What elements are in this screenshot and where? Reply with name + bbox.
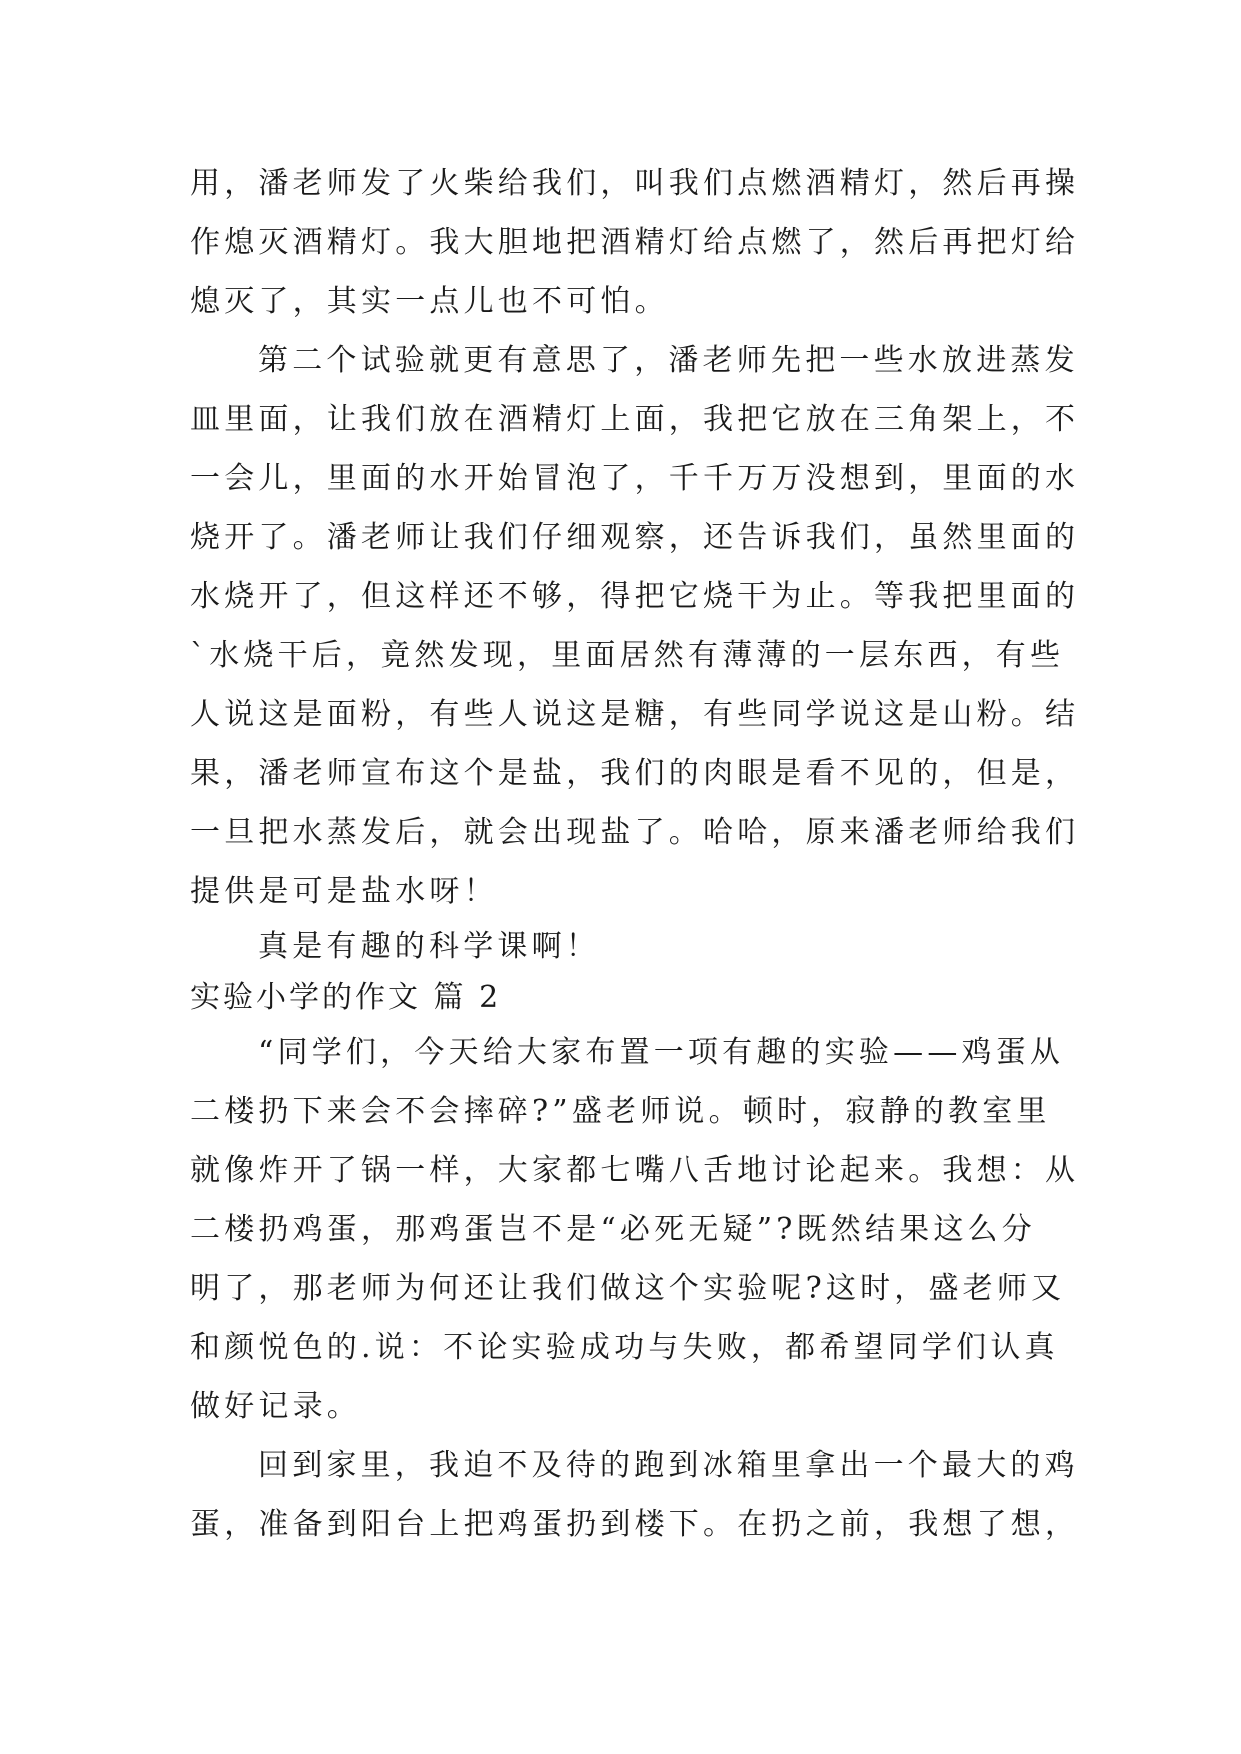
paragraph-start-line: 第二个试验就更有意思了，潘老师先把一些水放进蒸发 [258,343,1079,378]
text-line: 皿里面，让我们放在酒精灯上面，我把它放在三角架上，不 [190,402,1080,437]
section-heading: 实验小学的作文 篇 2 [190,980,502,1015]
text-line: 提供是可是盐水呀！ [190,874,498,909]
text-line: 二楼扔下来会不会摔碎?”盛老师说。顿时，寂静的教室里 [190,1094,1051,1129]
text-line: 就像炸开了锅一样，大家都七嘴八舌地讨论起来。我想：从 [190,1153,1080,1188]
paragraph-start-line: “同学们，今天给大家布置一项有趣的实验——鸡蛋从 [258,1035,1065,1070]
text-line: 熄灭了，其实一点儿也不可怕。 [190,284,669,319]
text-line: 蛋，准备到阳台上把鸡蛋扔到楼下。在扔之前，我想了想， [190,1507,1080,1542]
text-line: 一会儿，里面的水开始冒泡了，千千万万没想到，里面的水 [190,461,1080,496]
paragraph-start-line: 真是有趣的科学课啊！ [258,929,600,964]
essay-body [190,154,1080,1554]
text-line: 作熄灭酒精灯。我大胆地把酒精灯给点燃了，然后再把灯给 [190,225,1080,260]
text-line: 水烧开了，但这样还不够，得把它烧干为止。等我把里面的 [190,579,1080,614]
text-line: 明了，那老师为何还让我们做这个实验呢?这时，盛老师又 [190,1271,1066,1306]
text-line: 一旦把水蒸发后，就会出现盐了。哈哈，原来潘老师给我们 [190,815,1080,850]
paragraph-start-line: 回到家里，我迫不及待的跑到冰箱里拿出一个最大的鸡 [258,1448,1079,1483]
text-line: 用，潘老师发了火柴给我们，叫我们点燃酒精灯，然后再操 [190,166,1080,201]
text-line: `水烧干后，竟然发现，里面居然有薄薄的一层东西，有些 [190,638,1065,673]
text-line: 人说这是面粉，有些人说这是糖，有些同学说这是山粉。结 [190,697,1080,732]
text-line: 和颜悦色的.说：不论实验成功与失败，都希望同学们认真 [190,1330,1059,1365]
text-line: 二楼扔鸡蛋，那鸡蛋岂不是“必死无疑”?既然结果这么分 [190,1212,1036,1247]
text-line: 果，潘老师宣布这个是盐，我们的肉眼是看不见的，但是， [190,756,1080,791]
text-line: 烧开了。潘老师让我们仔细观察，还告诉我们，虽然里面的 [190,520,1080,555]
text-line: 做好记录。 [190,1389,361,1424]
